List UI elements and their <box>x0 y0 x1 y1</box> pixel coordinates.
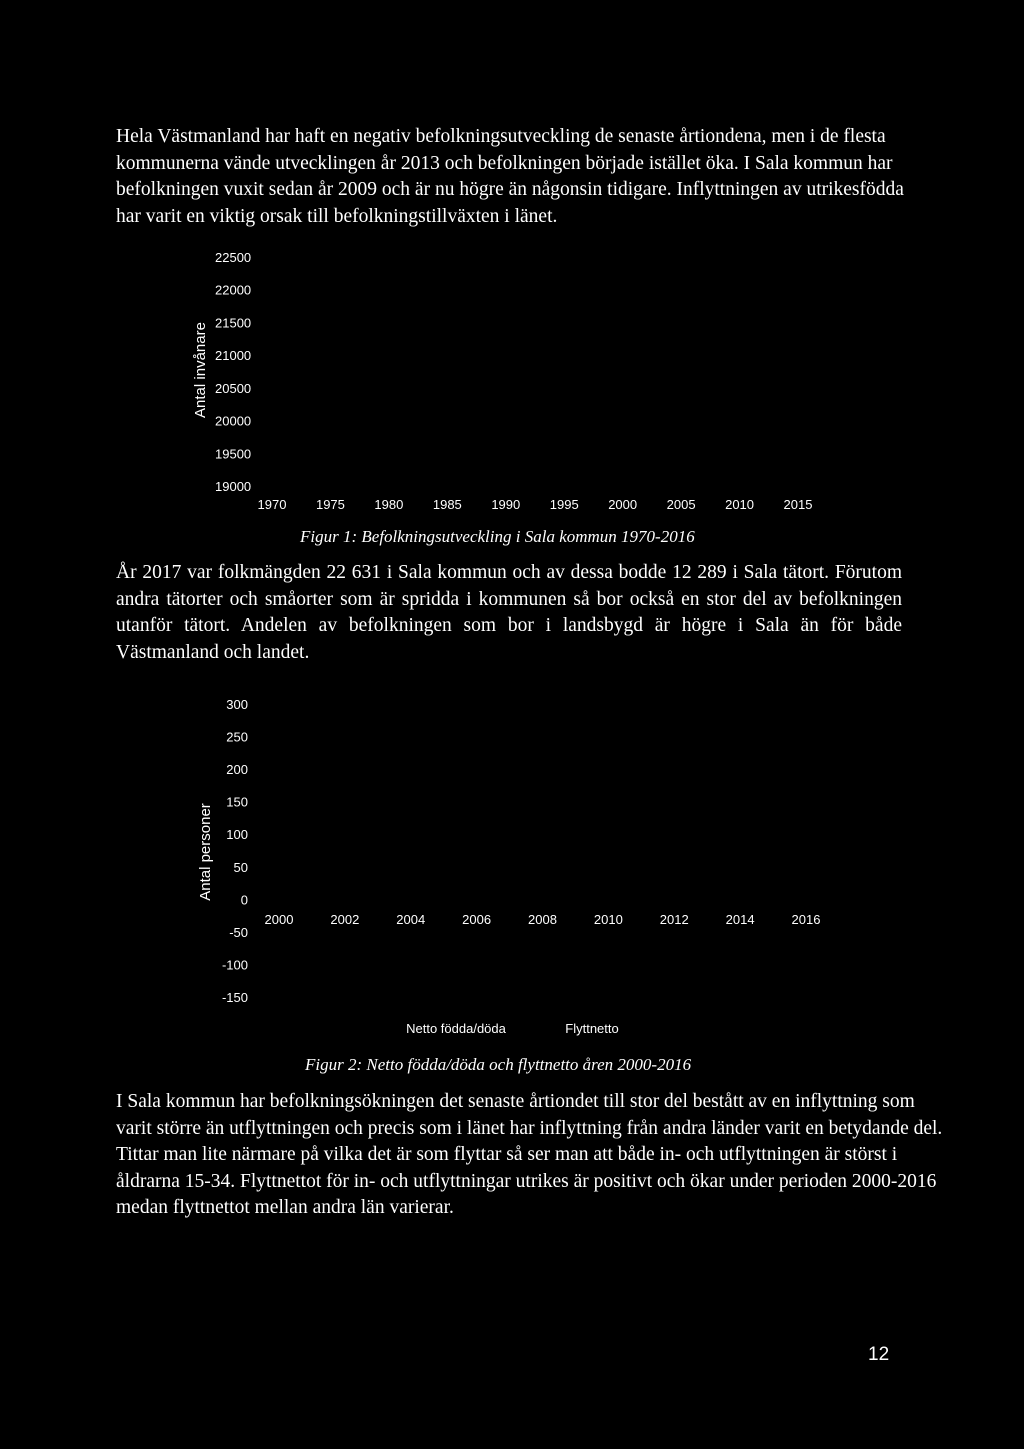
y-tick-label: 100 <box>226 827 248 843</box>
y-tick-label: -150 <box>221 990 248 1005</box>
y-tick-label: 19000 <box>215 479 252 494</box>
x-tick-label: 1985 <box>432 497 462 512</box>
y-tick-label: 50 <box>233 859 248 875</box>
x-tick-label: 1990 <box>491 497 521 512</box>
x-tick-label: 2005 <box>666 497 696 512</box>
x-tick-label: 2008 <box>528 912 557 927</box>
population-paragraph: År 2017 var folkmängden 22 631 i Sala kommun och av dessa bodde 12 289 i Sala tätort. Förutom andra tätorter och småorter som är spridda i kommunen så bor också en stor del av befolkningen utanför tätort. Andelen av befolkningen som bor i landsbygd är högre i Sala än för både Västmanland och landet. <box>116 562 902 663</box>
y-tick-label: 200 <box>226 762 248 778</box>
x-tick-label: 2004 <box>396 912 426 927</box>
y-tick-labels <box>222 697 248 1005</box>
y-tick-label: 22000 <box>215 282 252 298</box>
y-tick-label: 20000 <box>215 413 252 429</box>
x-tick-label: 2015 <box>783 497 813 512</box>
y-tick-label: 21500 <box>215 315 252 331</box>
x-tick-label: 2010 <box>593 912 623 927</box>
y-tick-label: 20500 <box>215 380 252 396</box>
x-tick-label: 2002 <box>330 912 360 927</box>
y-axis-label: Antal invånare <box>192 322 209 418</box>
y-tick-label: 22500 <box>215 250 252 265</box>
y-tick-label: 21000 <box>215 348 252 364</box>
y-tick-label: 250 <box>226 729 248 745</box>
y-tick-label: 150 <box>226 794 248 810</box>
y-tick-label: -100 <box>221 957 248 973</box>
x-tick-labels <box>265 912 821 927</box>
y-tick-label: 300 <box>226 697 248 712</box>
y-tick-label: 19500 <box>215 446 252 462</box>
x-tick-label: 2016 <box>791 912 821 927</box>
x-tick-label: 2010 <box>725 497 755 512</box>
y-tick-label: 0 <box>240 892 248 908</box>
y-axis-label: Antal personer <box>197 803 214 901</box>
migration-paragraph: I Sala kommun har befolkningsökningen det senaste årtiondet till stor del bestått av en inflyttning som varit större än utflyttningen och precis som i länet har inflyttning från andra länder varit en betydande del. Tittar man lite närmare på vilka det är som flyttar så ser man att både in- och utflyttningen är störst i åldrarna 15-34. Flyttnettot för in- och utflyttningar utrikes är positivt och ökar under perioden 2000-2016 medan flyttnettot mellan andra län varierar. <box>116 1091 943 1218</box>
legend <box>406 1021 619 1036</box>
page-number: 12 <box>868 1344 890 1365</box>
x-tick-label: 2012 <box>659 912 689 927</box>
x-tick-label: 1975 <box>315 497 345 512</box>
x-tick-label: 1995 <box>549 497 579 512</box>
figure-2-caption: Figur 2: Netto födda/döda och flyttnetto åren 2000-2016 <box>305 1055 692 1074</box>
legend-entry: Netto födda/döda <box>406 1021 506 1036</box>
x-tick-label: 2000 <box>264 912 294 927</box>
legend-entry: Flyttnetto <box>565 1021 619 1036</box>
x-tick-label: 2006 <box>462 912 492 927</box>
figure-1-caption: Figur 1: Befolkningsutveckling i Sala kommun 1970-2016 <box>300 527 695 546</box>
x-tick-label: 2000 <box>608 497 638 512</box>
x-tick-label: 1980 <box>374 497 404 512</box>
intro-paragraph: Hela Västmanland har haft en negativ befolkningsutveckling de senaste årtiondena, men i de flesta kommunerna vände utvecklingen år 2013 och befolkningen började istället öka. I Sala kommun har befolkningen vuxit sedan år 2009 och är nu högre än någonsin tidigare. Inflyttningen av utrikesfödda har varit en viktig orsak till befolkningstillväxten i länet. <box>116 126 904 227</box>
x-tick-label: 1970 <box>257 497 287 512</box>
x-tick-label: 2014 <box>725 912 755 927</box>
y-tick-label: -50 <box>229 924 248 940</box>
